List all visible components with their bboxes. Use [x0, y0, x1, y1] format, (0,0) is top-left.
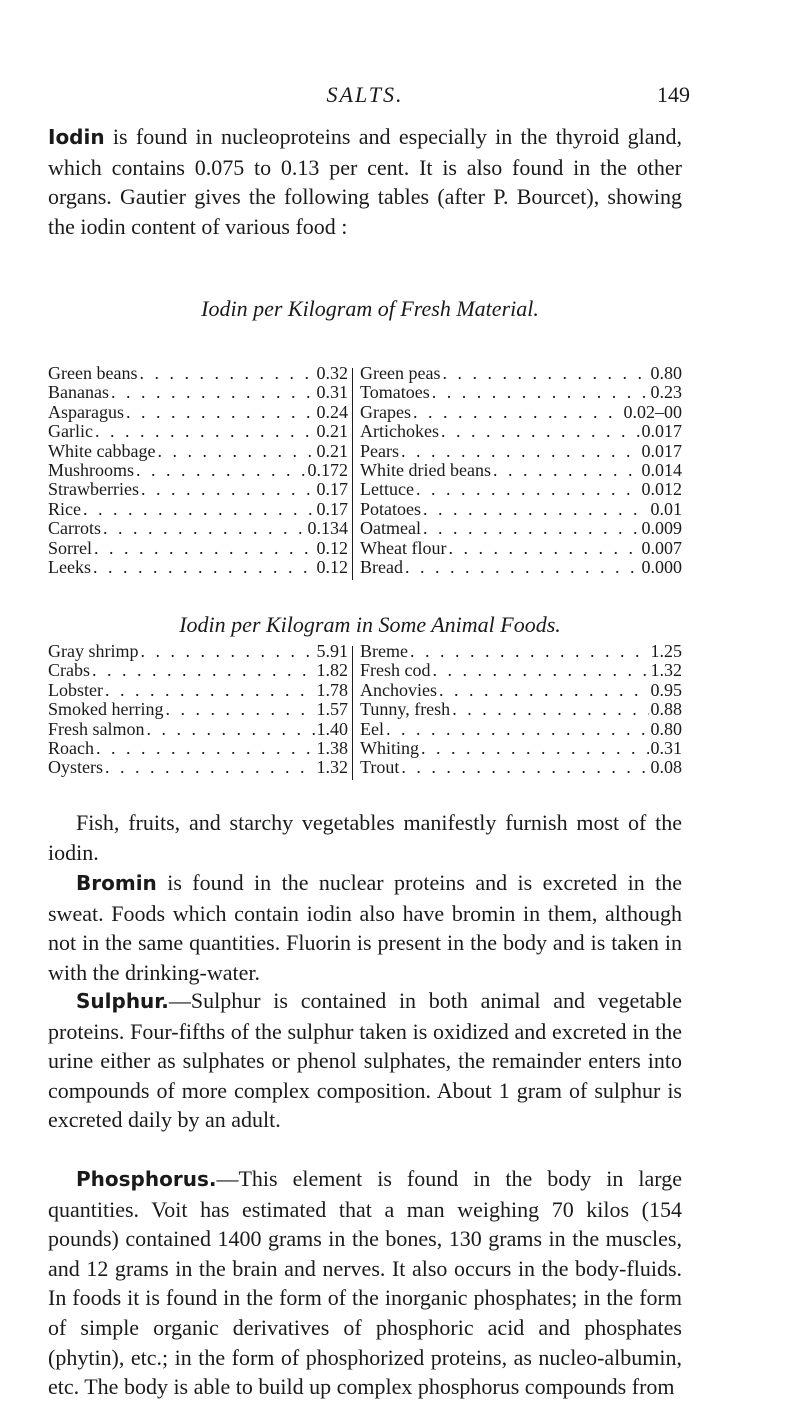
- table-1-divider: [352, 368, 353, 580]
- sulphur-paragraph: [48, 986, 682, 1135]
- table-row: [360, 700, 682, 719]
- iodin-animal-foods-table: [48, 642, 682, 786]
- food-name: Sorrel: [48, 538, 92, 558]
- iodin-value: 1.25: [650, 642, 682, 661]
- iodin-value: 0.32: [316, 364, 348, 383]
- iodin-value: 0.80: [650, 364, 682, 383]
- food-name: Potatoes: [360, 499, 421, 519]
- iodin-value: 0.009: [641, 519, 682, 539]
- iodin-value: 0.88: [650, 700, 682, 720]
- table-1-right-column: [360, 364, 682, 577]
- food-name: Oysters: [48, 758, 103, 778]
- table-row: [48, 364, 348, 383]
- iodin-value: 0.12: [316, 557, 348, 577]
- food-name: Artichokes: [360, 422, 439, 442]
- iodin-value: 0.12: [316, 538, 348, 558]
- iodin-value: 0.000: [641, 557, 682, 577]
- leader-dots: [155, 442, 314, 461]
- leader-dots: [90, 661, 315, 680]
- food-name: Fresh cod: [360, 661, 431, 681]
- table-row: [360, 720, 682, 739]
- leader-dots: [94, 739, 315, 758]
- iodin-value: 1.57: [316, 700, 348, 720]
- leader-dots: [124, 403, 315, 422]
- food-name: Lobster: [48, 680, 103, 700]
- iodin-intro-text: is found in nucleoproteins and especially in the thyroid gland, which contains 0.075 to 0.13 per cent. It is also found in the other organs. Gautier gives the following tables (after P. Bourcet), showing the iodin content of various food :: [48, 124, 682, 239]
- table-row: [360, 403, 682, 422]
- table-row: [48, 461, 348, 480]
- leader-dots: [91, 558, 315, 577]
- leader-dots: [93, 422, 315, 441]
- table-row: [360, 558, 682, 577]
- table-2-left-column: [48, 642, 348, 778]
- iodin-value: 1.82: [316, 661, 348, 681]
- table-row: [48, 442, 348, 461]
- phosphorus-text: —This element is found in the body in large quantities. Voit has estimated that a man weighing 70 kilos (154 pounds) contained 1400 grams in the bones, 130 grams in the muscles, and 12 grams in the brain and nerves. It also occurs in the body-fluids. In foods it is found in the form of the inorganic phosphates; in the form of simple organic derivatives of phosphoric acid and phosphates (phytin), etc.; in the form of phosphorized proteins, as nucleo-albumin, etc. The body is able to build up complex phosphorus compounds from: [48, 1166, 682, 1400]
- table-row: [48, 519, 348, 538]
- food-name: Green peas: [360, 364, 441, 383]
- table-row: [360, 739, 682, 758]
- bromin-text: is found in the nuclear proteins and is excreted in the sweat. Foods which contain iodin also have bromin in them, although not in the same quantities. Fluorin is present in the body and is taken in with the drinking-water.: [48, 870, 682, 985]
- table-row: [360, 461, 682, 480]
- food-name: Whiting: [360, 738, 419, 758]
- leader-dots: [137, 364, 314, 383]
- table-row: [48, 383, 348, 402]
- table-2-divider: [352, 646, 353, 780]
- sulphur-heading: Sulphur.: [76, 989, 169, 1013]
- leader-dots: [421, 500, 649, 519]
- table-row: [48, 739, 348, 758]
- iodin-value: 0.21: [316, 422, 348, 442]
- iodin-value: 0.007: [641, 538, 682, 558]
- table-row: [360, 442, 682, 461]
- table-row: [48, 422, 348, 441]
- table-row: [360, 519, 682, 538]
- leader-dots: [431, 661, 649, 680]
- iodin-value: 0.17: [316, 480, 348, 500]
- food-name: Trout: [360, 758, 400, 778]
- leader-dots: [408, 642, 649, 661]
- food-name: Bread: [360, 557, 403, 577]
- leader-dots: [145, 720, 315, 739]
- table-row: [48, 661, 348, 680]
- food-name: Tunny, fresh: [360, 700, 451, 720]
- table-row: [48, 558, 348, 577]
- iodin-value: 0.172: [307, 460, 348, 480]
- leader-dots: [440, 364, 648, 383]
- food-name: Smoked herring: [48, 700, 164, 720]
- table-2-caption: Iodin per Kilogram in Some Animal Foods.: [179, 612, 561, 637]
- leader-dots: [103, 758, 315, 777]
- leader-dots: [399, 758, 648, 777]
- food-name: Leeks: [48, 557, 91, 577]
- food-name: Pears: [360, 441, 399, 461]
- food-name: Oatmeal: [360, 519, 421, 539]
- bromin-heading: Bromin: [76, 871, 157, 895]
- fish-fruits-paragraph: [48, 808, 682, 867]
- table-row: [48, 700, 348, 719]
- food-name: Garlic: [48, 422, 93, 442]
- food-name: Carrots: [48, 519, 101, 539]
- food-name: Asparagus: [48, 402, 124, 422]
- page-number: 149: [657, 82, 690, 107]
- fish-fruits-text: Fish, fruits, and starchy vegetables manifestly furnish most of the iodin.: [48, 810, 682, 865]
- leader-dots: [134, 461, 305, 480]
- food-name: Tomatoes: [360, 383, 430, 403]
- iodin-value: 0.31: [316, 383, 348, 403]
- table-row: [360, 758, 682, 777]
- table-row: [360, 539, 682, 558]
- iodin-value: 0.08: [650, 758, 682, 778]
- iodin-value: 0.21: [316, 441, 348, 461]
- table-row: [48, 403, 348, 422]
- iodin-heading: Iodin: [48, 125, 105, 149]
- leader-dots: [414, 480, 640, 499]
- leader-dots: [81, 500, 315, 519]
- iodin-intro-paragraph: [48, 122, 682, 241]
- iodin-value: 0.23: [650, 383, 682, 403]
- table-1-left-column: [48, 364, 348, 577]
- iodin-value: 0.017: [641, 422, 682, 442]
- iodin-value: 0.02–00: [623, 402, 682, 422]
- food-name: White cabbage: [48, 441, 156, 461]
- food-name: Strawberries: [48, 480, 139, 500]
- leader-dots: [421, 519, 640, 538]
- table-row: [360, 364, 682, 383]
- leader-dots: [491, 461, 640, 480]
- leader-dots: [384, 720, 649, 739]
- table-row: [48, 758, 348, 777]
- food-name: Green beans: [48, 364, 138, 383]
- leader-dots: [109, 383, 315, 402]
- leader-dots: [439, 422, 640, 441]
- food-name: Lettuce: [360, 480, 414, 500]
- iodin-value: 1.38: [316, 738, 348, 758]
- iodin-value: 1.32: [650, 661, 682, 681]
- table-row: [48, 720, 348, 739]
- food-name: Breme: [360, 642, 408, 661]
- leader-dots: [403, 558, 640, 577]
- food-name: Roach: [48, 738, 94, 758]
- table-row: [360, 500, 682, 519]
- table-row: [360, 383, 682, 402]
- leader-dots: [430, 383, 649, 402]
- bromin-paragraph: [48, 868, 682, 987]
- leader-dots: [138, 642, 314, 661]
- iodin-value: 0.24: [316, 402, 348, 422]
- iodin-fresh-material-table: [48, 364, 682, 584]
- food-name: Rice: [48, 499, 81, 519]
- food-name: Anchovies: [360, 680, 437, 700]
- food-name: Wheat flour: [360, 538, 447, 558]
- phosphorus-paragraph: [48, 1164, 682, 1402]
- iodin-value: 0.014: [641, 460, 682, 480]
- food-name: Grapes: [360, 402, 411, 422]
- food-name: Mushrooms: [48, 460, 135, 480]
- leader-dots: [419, 739, 649, 758]
- table-row: [48, 681, 348, 700]
- running-title: SALTS.: [326, 82, 404, 107]
- leader-dots: [139, 480, 315, 499]
- leader-dots: [411, 403, 622, 422]
- running-head: [0, 82, 800, 112]
- table-row: [360, 681, 682, 700]
- table-row: [360, 480, 682, 499]
- leader-dots: [101, 519, 306, 538]
- iodin-value: 1.40: [316, 719, 348, 739]
- iodin-value: 0.80: [650, 719, 682, 739]
- iodin-value: 1.78: [316, 680, 348, 700]
- food-name: Crabs: [48, 661, 90, 681]
- iodin-value: 0.017: [641, 441, 682, 461]
- leader-dots: [450, 700, 648, 719]
- table-row: [48, 642, 348, 661]
- table-row: [360, 422, 682, 441]
- food-name: White dried beans: [360, 460, 491, 480]
- table-row: [48, 539, 348, 558]
- leader-dots: [437, 681, 649, 700]
- food-name: Gray shrimp: [48, 642, 139, 661]
- leader-dots: [92, 539, 315, 558]
- iodin-value: 0.134: [307, 519, 348, 539]
- table-row: [360, 642, 682, 661]
- table-row: [48, 500, 348, 519]
- leader-dots: [163, 700, 314, 719]
- food-name: Bananas: [48, 383, 109, 403]
- iodin-value: 0.17: [316, 499, 348, 519]
- iodin-value: 5.91: [316, 642, 348, 661]
- food-name: Fresh salmon: [48, 719, 145, 739]
- leader-dots: [103, 681, 315, 700]
- iodin-value: 0.31: [650, 738, 682, 758]
- iodin-value: 0.012: [641, 480, 682, 500]
- leader-dots: [399, 442, 640, 461]
- table-2-right-column: [360, 642, 682, 778]
- iodin-value: 0.01: [650, 499, 682, 519]
- table-1-caption: Iodin per Kilogram of Fresh Material.: [201, 296, 539, 321]
- sulphur-text: —Sulphur is contained in both animal and vegetable proteins. Four-fifths of the sulphur taken is oxidized and excreted in the urine either as sulphates or phenol sulphates, the remainder enters into compounds of more complex composition. About 1 gram of sulphur is excreted daily by an adult.: [48, 988, 682, 1133]
- iodin-value: 0.95: [650, 680, 682, 700]
- leader-dots: [446, 539, 639, 558]
- table-row: [360, 661, 682, 680]
- food-name: Eel: [360, 719, 384, 739]
- iodin-value: 1.32: [316, 758, 348, 778]
- table-row: [48, 480, 348, 499]
- phosphorus-heading: Phosphorus.: [76, 1167, 217, 1191]
